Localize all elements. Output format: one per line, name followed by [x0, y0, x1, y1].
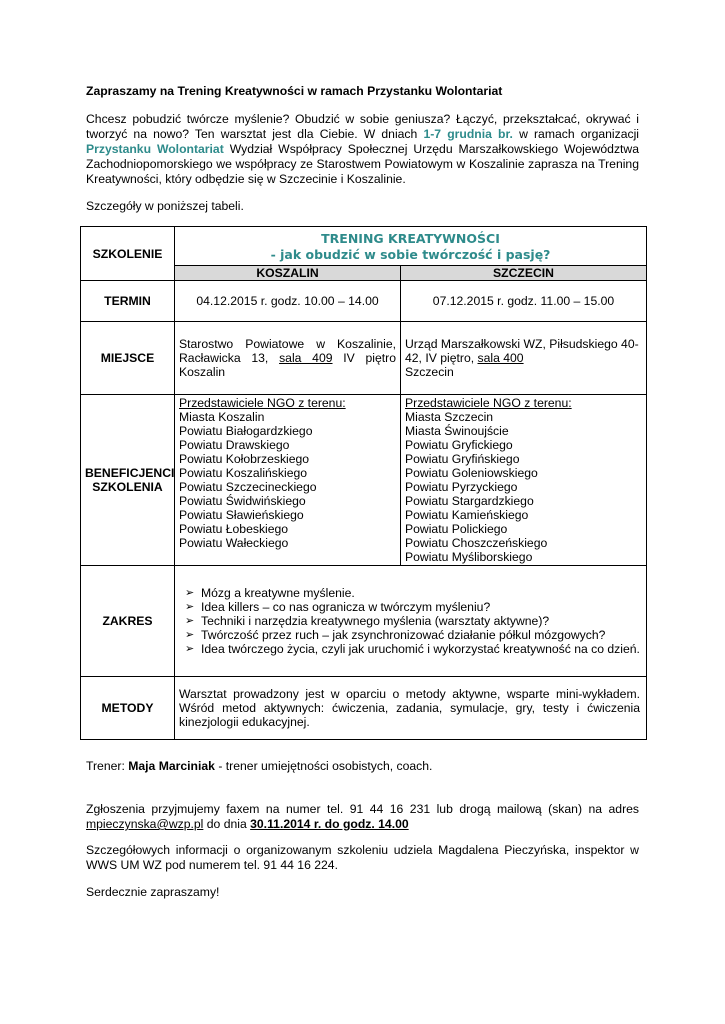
- training-table: [80, 226, 647, 740]
- list-item: Powiatu Myśliborskiego: [405, 550, 533, 564]
- miejsce-koszalin-text-1: Starostwo Powiatowe w Koszalinie, Racławicka 13,: [179, 337, 396, 365]
- training-subtitle: - jak obudzić w sobie twórczość i pasję?: [270, 247, 551, 262]
- list-item: ➢ Idea killers – co nas ogranicza w twórczym myśleniu?: [201, 600, 640, 614]
- email-link[interactable]: mpieczynska@wzp.pl: [86, 817, 204, 831]
- city-koszalin: KOSZALIN: [175, 266, 401, 281]
- list-item: Powiatu Wałeckiego: [179, 536, 289, 550]
- beneficjenci-label-2: SZKOLENIA: [92, 480, 163, 494]
- registration-deadline: 30.11.2014 r. do godz. 14.00: [250, 817, 409, 831]
- list-item: ➢ Mózg a kreatywne myślenie.: [201, 586, 640, 600]
- table-row: [81, 322, 647, 395]
- training-title-cell: [175, 227, 647, 266]
- szkolenie-label: SZKOLENIE: [81, 227, 175, 281]
- trainer-name: Maja Marciniak: [128, 759, 215, 773]
- metody-label: METODY: [81, 677, 175, 740]
- miejsce-koszalin-text-2: IV piętro Koszalin: [179, 351, 397, 379]
- list-item: Powiatu Gryfińskiego: [405, 452, 520, 466]
- list-item: Powiatu Szczecineckiego: [179, 480, 317, 494]
- beneficjenci-koszalin-header: Przedstawiciele NGO z terenu:: [179, 396, 346, 410]
- intro-org: Przystanku Wolontariat: [86, 142, 224, 156]
- trainer-description: - trener umiejętności osobistych, coach.: [218, 759, 433, 773]
- table-row: [81, 677, 647, 740]
- list-item: Powiatu Goleniowskiego: [405, 466, 538, 480]
- beneficjenci-koszalin-list: [179, 410, 396, 550]
- trainer-line: [86, 759, 432, 773]
- list-item: Powiatu Stargardzkiego: [405, 494, 534, 508]
- miejsce-szczecin: [401, 322, 647, 395]
- intro-text-1: Chcesz pobudzić twórcze myślenie? Obudzić w sobie geniusza? Łączyć, przekształcać, okrywać i tworzyć na nowo? Ten warsztat jest dla Ciebie. W dniach: [86, 112, 639, 141]
- list-item: ➢ Twórczość przez ruch – jak zsynchronizować działanie półkul mózgowych?: [201, 628, 640, 642]
- intro-dates: 1-7 grudnia br.: [423, 127, 513, 141]
- list-item: ➢ Idea twórczego życia, czyli jak uruchomić i wykorzystać kreatywność na co dzień.: [201, 642, 640, 656]
- miejsce-koszalin-sala: sala 409: [279, 351, 333, 365]
- list-item: Powiatu Sławieńskiego: [179, 508, 304, 522]
- list-item: ➢ Techniki i narzędzia kreatywnego myślenia (warsztaty aktywne)?: [201, 614, 640, 628]
- list-item: Powiatu Białogardzkiego: [179, 424, 313, 438]
- list-item: Powiatu Pyrzyckiego: [405, 480, 518, 494]
- city-szczecin: SZCZECIN: [401, 266, 647, 281]
- termin-koszalin: 04.12.2015 r. godz. 10.00 – 14.00: [175, 281, 401, 322]
- list-item: Miasta Koszalin: [179, 410, 265, 424]
- trainer-prefix: Trener:: [86, 759, 125, 773]
- list-item: Miasta Szczecin: [405, 410, 494, 424]
- list-item: Powiatu Gryfickiego: [405, 438, 513, 452]
- table-row: [81, 566, 647, 677]
- metody-text: Warsztat prowadzony jest w oparciu o metody aktywne, wsparte mini-wykładem. Wśród metod aktywnych: ćwiczenia, zadania, symulacje, gry, testy i ćwiczenia kinezjologii edukacyjnej.: [175, 677, 647, 740]
- registration-text-1: Zgłoszenia przyjmujemy faxem na numer tel. 91 44 16 231 lub drogą mailową (skan) na adres: [86, 802, 639, 816]
- registration-text-2: do dnia: [206, 817, 247, 831]
- list-item: Powiatu Kamieńskiego: [405, 508, 529, 522]
- intro-text-3: Wydział Współpracy Społecznej Urzędu Marszałkowskiego Województwa Zachodniopomorskiego we współpracy ze Starostwem Powiatowym w Koszalinie zaprasza na Trening Kreatywności, który odbędzie się w Szczecinie i Koszalinie.: [86, 142, 640, 186]
- zakres-cell: [175, 566, 647, 677]
- beneficjenci-koszalin: [175, 395, 401, 566]
- intro-paragraph: [86, 112, 639, 187]
- miejsce-koszalin: [175, 322, 401, 395]
- zakres-label: ZAKRES: [81, 566, 175, 677]
- intro-text-2: w ramach organizacji: [519, 127, 640, 141]
- table-row: [81, 281, 647, 322]
- zakres-list: [179, 586, 640, 656]
- list-item: Miasta Świnoujście: [405, 424, 509, 438]
- beneficjenci-szczecin-header: Przedstawiciele NGO z terenu:: [405, 396, 572, 410]
- miejsce-label: MIEJSCE: [81, 322, 175, 395]
- miejsce-szczecin-sala: sala 400: [477, 351, 524, 365]
- list-item: Powiatu Drawskiego: [179, 438, 290, 452]
- list-item: Powiatu Choszczeńskiego: [405, 536, 548, 550]
- training-title: TRENING KREATYWNOŚCI: [321, 231, 500, 246]
- contact-paragraph: Szczegółowych informacji o organizowanym szkoleniu udziela Magdalena Pieczyńska, inspektor w WWS UM WZ pod numerem tel. 91 44 16 224.: [86, 843, 639, 872]
- termin-label: TERMIN: [81, 281, 175, 322]
- list-item: Powiatu Łobeskiego: [179, 522, 289, 536]
- list-item: Powiatu Polickiego: [405, 522, 508, 536]
- details-line: Szczegóły w poniższej tabeli.: [86, 199, 244, 213]
- page-title: Zapraszamy na Trening Kreatywności w ramach Przystanku Wolontariat: [86, 84, 503, 98]
- list-item: Powiatu Koszalińskiego: [179, 466, 308, 480]
- registration-paragraph: [86, 802, 639, 832]
- beneficjenci-szczecin-list: [405, 410, 642, 564]
- list-item: Powiatu Kołobrzeskiego: [179, 452, 310, 466]
- beneficjenci-label: [81, 395, 175, 566]
- table-row: [81, 395, 647, 566]
- closing-line: Serdecznie zapraszamy!: [86, 885, 220, 899]
- miejsce-szczecin-text-2: Szczecin: [405, 365, 454, 379]
- beneficjenci-szczecin: [401, 395, 647, 566]
- table-row: [81, 227, 647, 266]
- list-item: Powiatu Świdwińskiego: [179, 494, 306, 508]
- beneficjenci-label-1: BENEFICJENCI: [85, 466, 175, 480]
- miejsce-szczecin-text-1: Urząd Marszałkowski WZ, Piłsudskiego 40-42, IV piętro,: [405, 337, 639, 365]
- termin-szczecin: 07.12.2015 r. godz. 11.00 – 15.00: [401, 281, 647, 322]
